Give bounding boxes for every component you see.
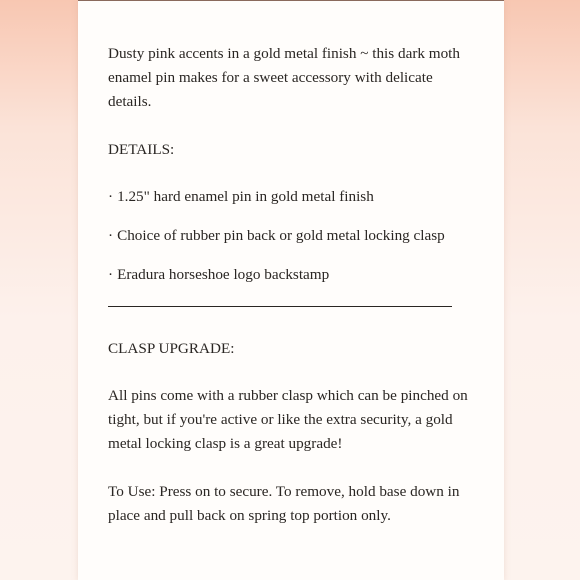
detail-item-text: 1.25" hard enamel pin in gold metal finish (117, 188, 374, 205)
description-card (78, 0, 504, 580)
detail-item-size (108, 185, 478, 209)
usage-paragraph: To Use: Press on to secure. To remove, hold base down in place and pull back on spring top portion only. (108, 483, 460, 524)
bullet-dot: · (108, 266, 114, 283)
clasp-upgrade-heading: CLASP UPGRADE: (108, 340, 235, 357)
description-content (108, 42, 478, 528)
detail-item-text: Eradura horseshoe logo backstamp (117, 266, 330, 283)
section-divider (108, 306, 452, 307)
clasp-upgrade-paragraph: All pins come with a rubber clasp which can be pinched on tight, but if you're active or like the extra security, a gold metal locking clasp is a great upgrade! (108, 387, 468, 452)
detail-item-backstamp (108, 263, 478, 287)
bullet-dot: · (108, 227, 114, 244)
detail-item-text: Choice of rubber pin back or gold metal locking clasp (117, 227, 445, 244)
details-heading: DETAILS: (108, 141, 175, 158)
detail-item-clasp (108, 224, 478, 248)
intro-paragraph: Dusty pink accents in a gold metal finish ~ this dark moth enamel pin makes for a sweet accessory with delicate details. (108, 45, 460, 110)
bullet-dot: · (108, 188, 114, 205)
